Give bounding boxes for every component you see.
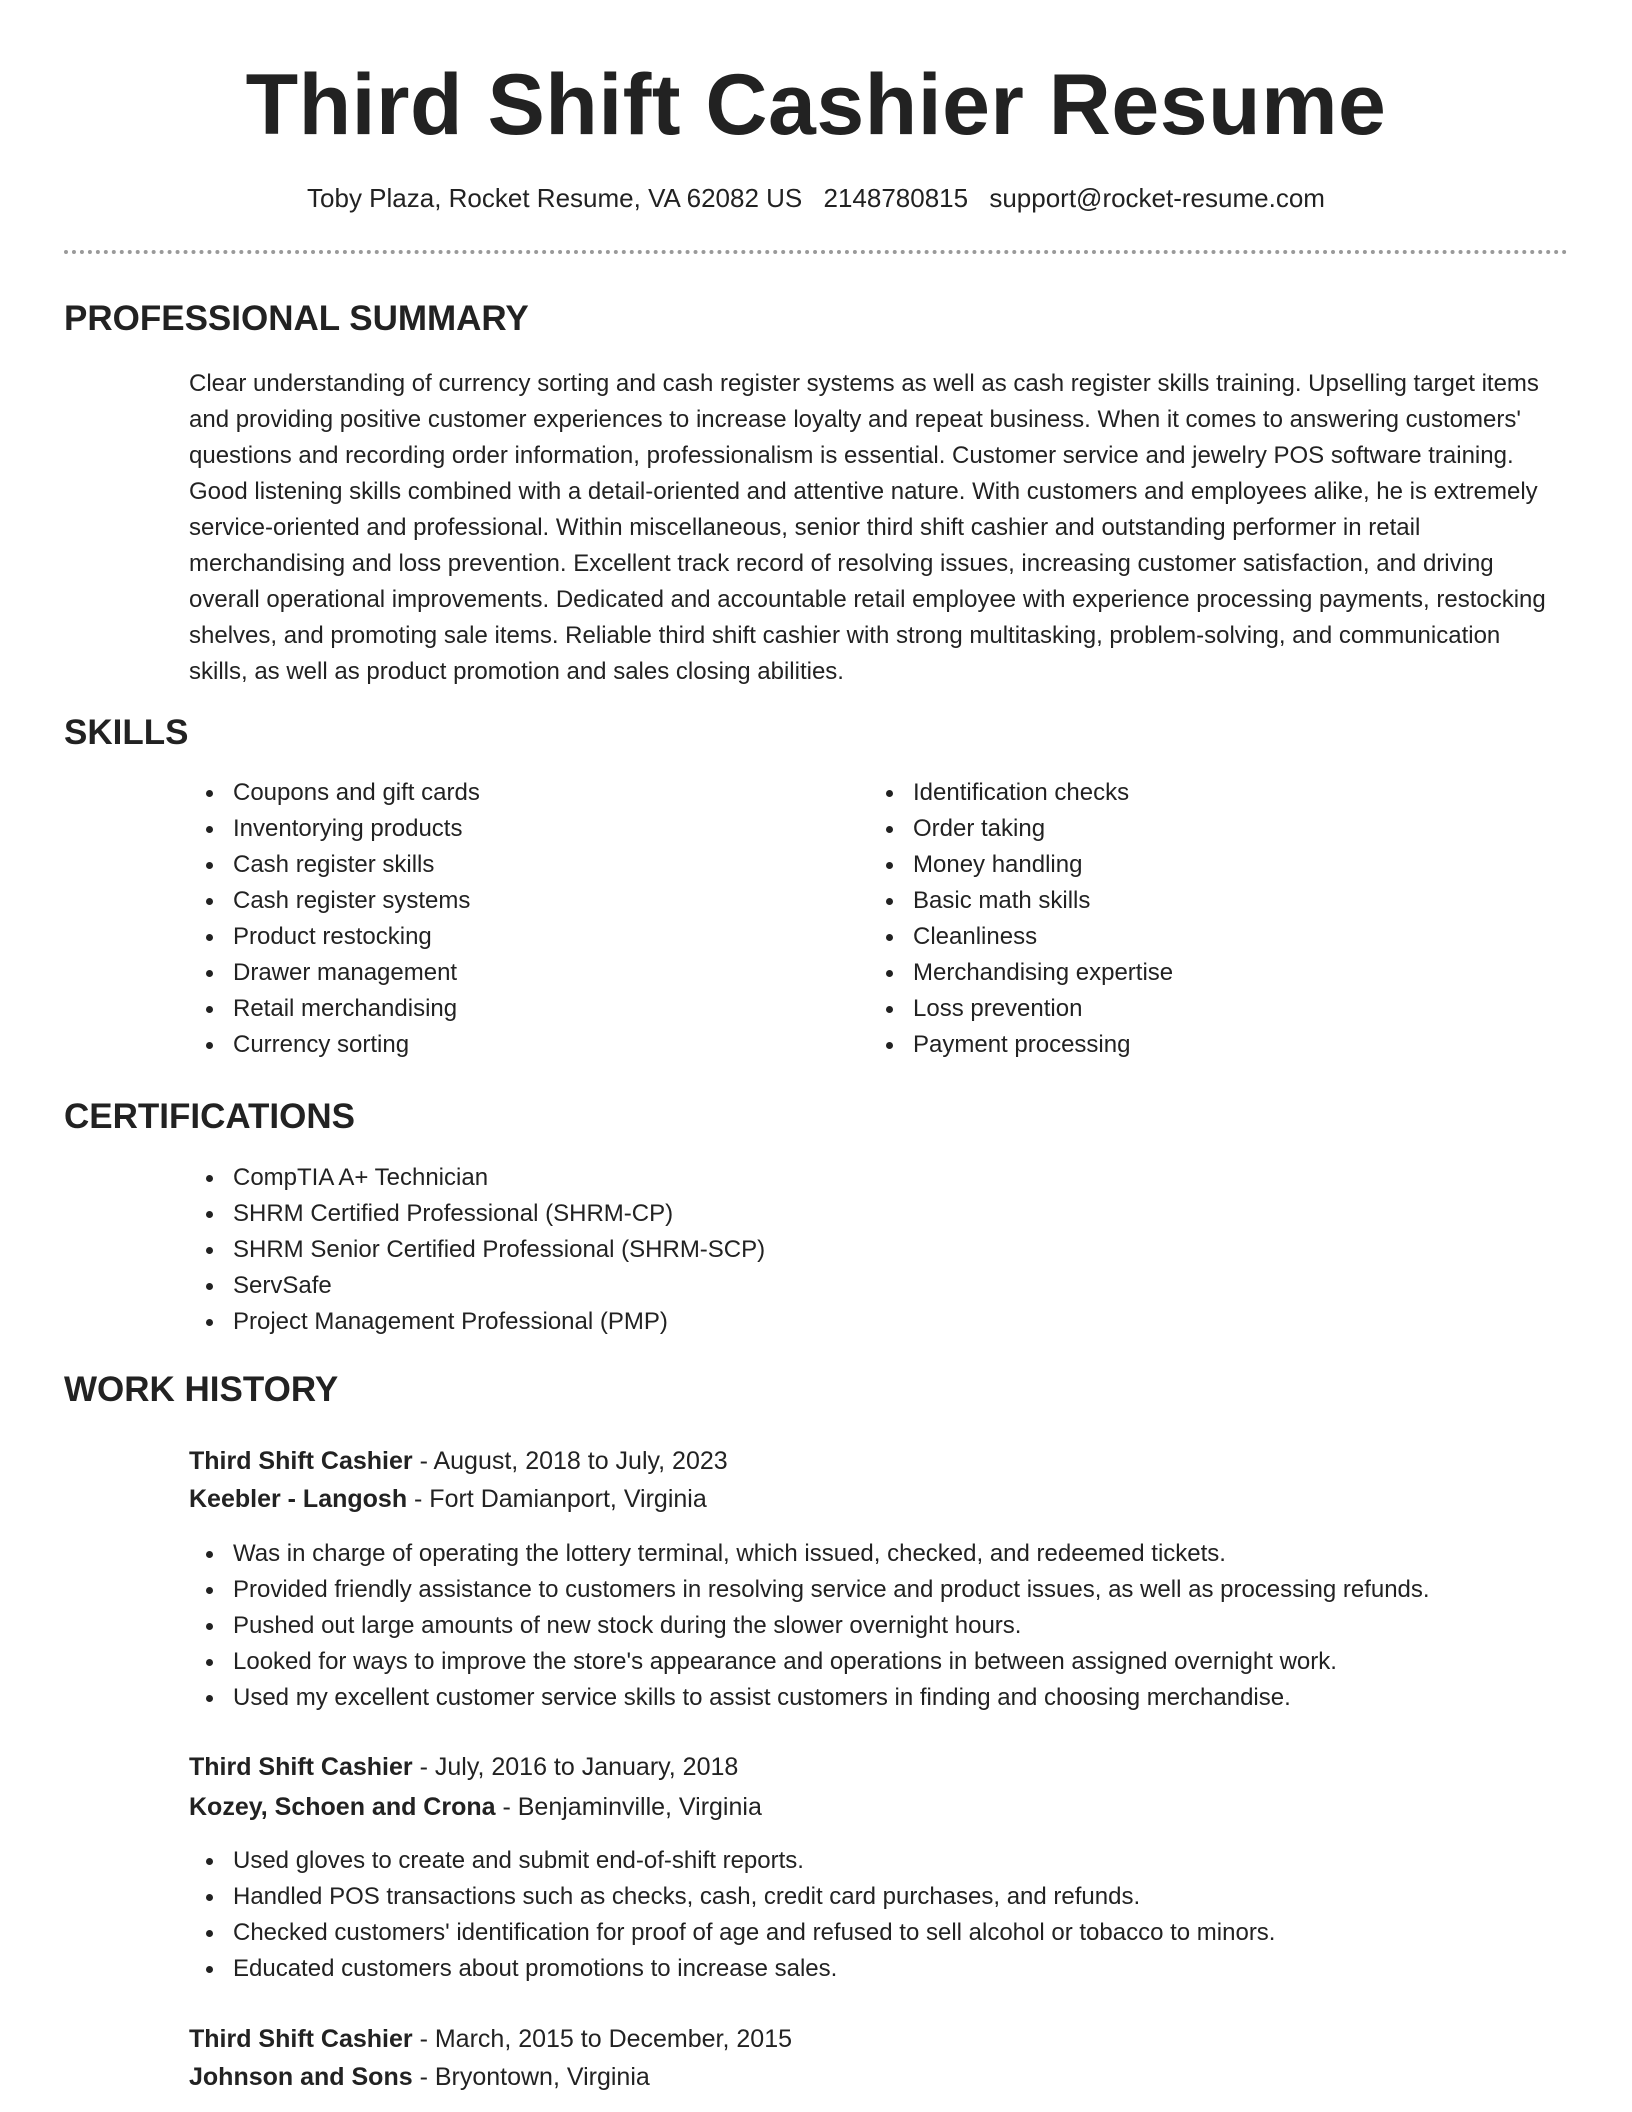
job-title-line bbox=[189, 2020, 792, 2058]
job-title-line bbox=[189, 1748, 738, 1786]
job-dates: - March, 2015 to December, 2015 bbox=[412, 2025, 793, 2053]
job-title-line bbox=[189, 1442, 728, 1480]
job-duties-list bbox=[189, 1536, 1430, 1716]
skills-list-left bbox=[189, 775, 480, 1063]
skill-item: Payment processing bbox=[869, 1027, 1173, 1063]
header-divider bbox=[64, 250, 1568, 254]
skill-item: Coupons and gift cards bbox=[189, 775, 480, 811]
certification-item: SHRM Senior Certified Professional (SHRM-SCP) bbox=[189, 1232, 765, 1268]
job-dates: - July, 2016 to January, 2018 bbox=[412, 1753, 739, 1781]
job-title: Third Shift Cashier bbox=[189, 1447, 413, 1475]
certifications-list bbox=[189, 1160, 765, 1340]
skill-item: Product restocking bbox=[189, 919, 480, 955]
contact-phone: 2148780815 bbox=[823, 183, 969, 213]
job-duty-item: Used gloves to create and submit end-of-shift reports. bbox=[189, 1843, 1275, 1879]
certification-item: CompTIA A+ Technician bbox=[189, 1160, 765, 1196]
contact-email: support@rocket-resume.com bbox=[989, 183, 1325, 213]
job-location: - Bryontown, Virginia bbox=[412, 2063, 650, 2091]
job-company: Kozey, Schoen and Crona bbox=[189, 1793, 496, 1821]
job-duty-item: Used my excellent customer service skills to assist customers in finding and choosing merchandise. bbox=[189, 1680, 1430, 1716]
certification-item: Project Management Professional (PMP) bbox=[189, 1304, 765, 1340]
skill-item: Basic math skills bbox=[869, 883, 1173, 919]
job-duty-item: Checked customers' identification for proof of age and refused to sell alcohol or tobacco to minors. bbox=[189, 1915, 1275, 1951]
skill-item: Loss prevention bbox=[869, 991, 1173, 1027]
job-company: Keebler - Langosh bbox=[189, 1485, 408, 1513]
skills-heading: SKILLS bbox=[64, 713, 189, 752]
job-title: Third Shift Cashier bbox=[189, 2025, 413, 2053]
summary-heading: PROFESSIONAL SUMMARY bbox=[64, 299, 529, 338]
certifications-heading: CERTIFICATIONS bbox=[64, 1097, 356, 1136]
job-duties-list bbox=[189, 1843, 1275, 1987]
job-company: Johnson and Sons bbox=[189, 2063, 413, 2091]
job-company-line bbox=[189, 1480, 707, 1518]
work-history-heading: WORK HISTORY bbox=[64, 1370, 339, 1409]
job-location: - Benjaminville, Virginia bbox=[495, 1793, 762, 1821]
certification-item: SHRM Certified Professional (SHRM-CP) bbox=[189, 1196, 765, 1232]
contact-address: Toby Plaza, Rocket Resume, VA 62082 US bbox=[307, 183, 803, 213]
skill-item: Money handling bbox=[869, 847, 1173, 883]
job-duty-item: Looked for ways to improve the store's appearance and operations in between assigned overnight work. bbox=[189, 1644, 1430, 1680]
job-duty-item: Educated customers about promotions to increase sales. bbox=[189, 1951, 1275, 1987]
skill-item: Identification checks bbox=[869, 775, 1173, 811]
skill-item: Inventorying products bbox=[189, 811, 480, 847]
job-dates: - August, 2018 to July, 2023 bbox=[412, 1447, 728, 1475]
skills-list-right bbox=[869, 775, 1173, 1063]
job-company-line bbox=[189, 2058, 650, 2096]
skill-item: Cash register systems bbox=[189, 883, 480, 919]
resume-title: Third Shift Cashier Resume bbox=[245, 57, 1387, 153]
skill-item: Merchandising expertise bbox=[869, 955, 1173, 991]
contact-line bbox=[0, 180, 1632, 216]
skill-item: Currency sorting bbox=[189, 1027, 480, 1063]
skill-item: Order taking bbox=[869, 811, 1173, 847]
job-duty-item: Was in charge of operating the lottery terminal, which issued, checked, and redeemed tickets. bbox=[189, 1536, 1430, 1572]
job-duty-item: Handled POS transactions such as checks, cash, credit card purchases, and refunds. bbox=[189, 1879, 1275, 1915]
job-location: - Fort Damianport, Virginia bbox=[407, 1485, 707, 1513]
job-company-line bbox=[189, 1788, 762, 1826]
job-duty-item: Provided friendly assistance to customers in resolving service and product issues, as well as processing refunds. bbox=[189, 1572, 1430, 1608]
certification-item: ServSafe bbox=[189, 1268, 765, 1304]
job-title: Third Shift Cashier bbox=[189, 1753, 413, 1781]
skill-item: Drawer management bbox=[189, 955, 480, 991]
skill-item: Cleanliness bbox=[869, 919, 1173, 955]
job-duty-item: Pushed out large amounts of new stock during the slower overnight hours. bbox=[189, 1608, 1430, 1644]
skill-item: Retail merchandising bbox=[189, 991, 480, 1027]
summary-text: Clear understanding of currency sorting and cash register systems as well as cash register skills training. Upselling target items and providing positive customer experiences to increase loyalty and repeat business. When it comes to answering customers' questions and recording order information, professionalism is essential. Customer service and jewelry POS software training. Good listening skills combined with a detail-oriented and attentive nature. With customers and employees alike, he is extremely service-oriented and professional. Within miscellaneous, senior third shift cashier and outstanding performer in retail merchandising and loss prevention. Excellent track record of resolving issues, increasing customer satisfaction, and driving overall operational improvements. Dedicated and accountable retail employee with experience processing payments, restocking shelves, and promoting sale items. Reliable third shift cashier with strong multitasking, problem-solving, and communication skills, as well as product promotion and sales closing abilities. bbox=[189, 370, 1546, 685]
skill-item: Cash register skills bbox=[189, 847, 480, 883]
